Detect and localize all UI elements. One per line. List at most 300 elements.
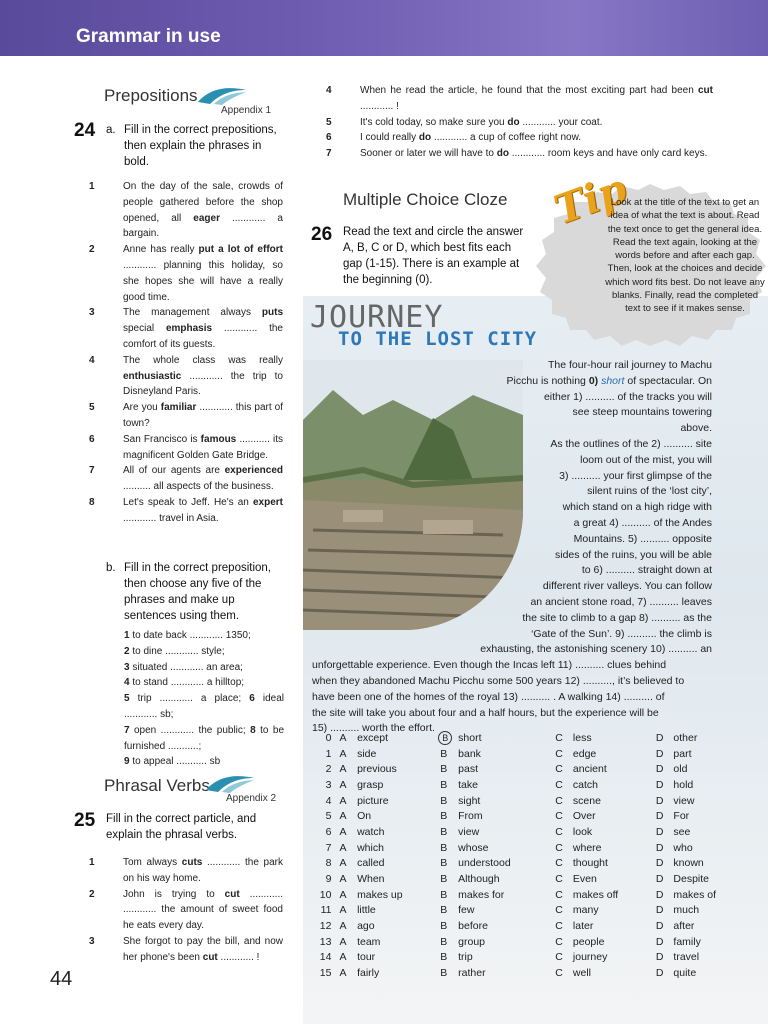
option-text: old	[673, 763, 688, 776]
option-letter: C	[555, 747, 563, 760]
option-row	[312, 761, 732, 777]
list-item	[326, 83, 713, 115]
item-text: John is trying to	[123, 888, 225, 900]
item-number: 8	[89, 496, 95, 508]
item-bold-phrase: expert	[252, 496, 283, 508]
item-text: On the day of the sale, crowds of people gathered before the shop opened, all	[123, 181, 283, 224]
option-letter: C	[555, 810, 563, 823]
option-letter: A	[339, 951, 347, 964]
phrase-text: to be furnished ...........;	[124, 724, 285, 752]
item-bold-phrase: do	[496, 148, 509, 160]
option-text: watch	[357, 825, 385, 838]
passage-line: the site to climb to a gap 8) .......... as the	[522, 611, 712, 624]
option-text: group	[458, 935, 485, 948]
option-letter: B	[440, 841, 448, 854]
passage-line: either 1) .......... of the tracks you will	[543, 390, 712, 403]
question-number: 7	[325, 841, 332, 854]
option-letter: B	[440, 935, 448, 948]
item-bold-phrase: eager	[193, 212, 220, 224]
option-row	[312, 918, 732, 934]
reading-passage	[312, 358, 712, 737]
item-bold-phrase: famous	[200, 433, 237, 445]
option-text: makes of	[673, 888, 717, 901]
option-text: whose	[458, 841, 489, 854]
option-letter: D	[655, 794, 664, 807]
option-letter: C	[555, 857, 563, 870]
option-text: Even	[572, 873, 597, 886]
option-letter: D	[655, 763, 664, 776]
item-bold-phrase: enthusiastic	[123, 370, 182, 382]
option-text: much	[673, 904, 700, 917]
option-text: Despite	[673, 873, 710, 886]
option-letter: B	[440, 967, 448, 980]
exercise-24b-instruction: Fill in the correct preposition, then choose any five of the phrases and make up sentences using them.	[124, 562, 272, 622]
phrase-number: 9	[124, 756, 130, 768]
option-text: many	[572, 904, 599, 917]
item-text: She forgot to pay the bill, and now her phone's been	[123, 935, 283, 963]
item-text: ............ travel in Asia.	[123, 512, 219, 524]
list-item	[89, 495, 283, 527]
item-text: ............ !	[217, 951, 260, 963]
question-number: 6	[325, 825, 332, 838]
option-text: tour	[357, 951, 376, 964]
item-bold-phrase: do	[507, 116, 520, 128]
item-text: Tom always	[123, 857, 182, 868]
item-text: San Francisco is	[123, 433, 201, 445]
passage-line: an ancient stone road, 7) .......... leaves	[530, 595, 712, 608]
passage-line: The four-hour rail journey to Machu	[548, 359, 712, 371]
list-item	[89, 432, 283, 464]
option-text: quite	[673, 967, 697, 980]
option-letter: D	[655, 810, 664, 823]
item-bold-phrase: cut	[202, 951, 218, 963]
phrase-item	[124, 677, 244, 688]
option-row	[312, 840, 732, 856]
option-text: team	[357, 935, 381, 948]
passage-line: Picchu is nothing 0) short of spectacular. On	[506, 374, 712, 387]
option-text: Over	[572, 810, 596, 823]
option-text: after	[673, 920, 695, 933]
option-text: makes for	[458, 888, 505, 901]
phrase-text: to date back ............ 1350;	[132, 630, 251, 641]
item-text: It's cold today, so make sure you	[360, 116, 508, 128]
item-bold-phrase: cut	[224, 888, 240, 900]
example-answer: short	[598, 374, 625, 387]
option-letter: D	[655, 967, 664, 980]
question-number: 11	[320, 904, 332, 917]
option-text: hold	[673, 778, 694, 791]
option-letter: A	[339, 794, 347, 807]
exercise-24-number: 24	[74, 120, 96, 141]
option-row	[312, 903, 732, 919]
phrase-number: 6	[249, 693, 255, 705]
option-letter: C	[555, 920, 563, 933]
option-text: On	[357, 810, 372, 823]
question-number: 3	[325, 778, 332, 791]
item-number: 5	[326, 116, 332, 128]
question-number: 9	[325, 873, 332, 886]
exercise-24a-list	[89, 179, 283, 527]
list-item	[89, 353, 283, 400]
option-letter: C	[555, 935, 563, 948]
list-item	[326, 130, 713, 146]
option-text: later	[572, 920, 594, 933]
exercise-24b-label: b.	[106, 562, 116, 574]
option-row	[312, 950, 732, 966]
option-text: scene	[572, 794, 601, 807]
option-text: previous	[357, 763, 397, 776]
question-number: 8	[325, 857, 332, 870]
option-letter	[440, 730, 458, 746]
option-letter: D	[655, 873, 664, 886]
item-bold-phrase: put a lot of effort	[198, 244, 283, 256]
item-text: ............ the park on his way home.	[123, 857, 284, 884]
passage-line: the site will take you about four and a half hours, but the experience will be	[312, 706, 659, 719]
option-letter: D	[655, 951, 664, 964]
item-text: .......... all aspects of the business.	[123, 481, 274, 493]
item-text: ............ this part of town?	[123, 402, 283, 429]
passage-line: which stand on a high ridge with	[562, 501, 712, 514]
question-number: 14	[319, 951, 332, 964]
item-bold-phrase: do	[418, 132, 432, 144]
exercise-24a-label: a.	[106, 124, 116, 136]
exercise-26-instruction: Read the text and circle the answer A, B, C or D, which best fits each gap (1-15). There is an example at the beginning (0).	[343, 226, 524, 286]
option-letter: B	[440, 888, 448, 901]
passage-line: to 6) .......... straight down at	[581, 564, 712, 577]
option-letter: D	[655, 920, 664, 933]
item-text: The management always	[123, 307, 262, 319]
tip-label: Tip	[548, 164, 633, 235]
reading-title: JOURNEY	[310, 300, 444, 335]
option-text: little	[357, 904, 376, 917]
exercise-24b-list	[124, 628, 284, 770]
answer-options-table	[312, 730, 732, 981]
option-text: except	[357, 731, 388, 744]
item-text: ............ room keys and have only card keys.	[508, 148, 708, 160]
question-number: 15	[319, 967, 332, 980]
item-number: 2	[89, 244, 95, 256]
option-text: sight	[458, 794, 481, 807]
exercise-26-number: 26	[311, 224, 333, 245]
passage-line: sides of the ruins, you will be able	[554, 548, 712, 561]
phrase-number: 4	[124, 677, 130, 689]
phrase-item	[124, 725, 246, 736]
option-text: well	[572, 967, 591, 980]
option-row	[312, 824, 732, 840]
option-text: makes up	[357, 888, 403, 901]
option-text: ago	[357, 920, 375, 933]
option-letter: D	[655, 841, 664, 854]
option-text: journey	[572, 951, 608, 964]
phrase-number: 7	[124, 724, 130, 736]
phrase-number: 3	[124, 661, 130, 673]
list-item	[89, 400, 283, 432]
option-row	[312, 808, 732, 824]
item-bold-phrase: familiar	[160, 402, 197, 414]
option-text: people	[572, 935, 605, 948]
option-row	[312, 965, 732, 981]
option-text: short	[458, 731, 482, 744]
option-text: view	[673, 794, 695, 807]
phrasal-verbs-heading: Phrasal Verbs	[104, 776, 210, 795]
question-number: 1	[325, 747, 332, 760]
question-number: 2	[325, 763, 332, 776]
item-number: 4	[326, 85, 332, 96]
swoosh-icon	[204, 772, 256, 794]
phrase-item	[124, 630, 251, 641]
question-number: 4	[325, 794, 332, 807]
option-text: take	[458, 778, 478, 791]
option-text: bank	[458, 747, 481, 760]
exercise-24a-instruction: Fill in the correct prepositions, then explain the phrases in bold.	[124, 124, 277, 168]
passage-line: see steep mountains towering above.	[572, 406, 712, 435]
option-letter: A	[339, 857, 347, 870]
option-letter: B	[440, 794, 448, 807]
phrase-text: to dine ............ style;	[132, 645, 225, 657]
option-letter: B	[440, 778, 448, 791]
phrase-text: ideal ............ sb;	[124, 693, 285, 720]
option-letter: D	[655, 747, 664, 760]
passage-line: different river valleys. You can follow	[542, 580, 712, 593]
exercise-25-instruction: Fill in the correct particle, and explain the phrasal verbs.	[106, 813, 257, 841]
list-item	[326, 115, 713, 131]
option-row	[312, 730, 732, 746]
phrase-text: open ............ the public;	[134, 724, 246, 736]
option-letter: A	[339, 888, 347, 901]
option-text: grasp	[357, 778, 384, 791]
passage-line: have been one of the homes of the royal 13) .......... . A walking 14) .......... of	[312, 690, 665, 703]
option-row	[312, 934, 732, 950]
item-bold-phrase: emphasis	[165, 323, 213, 335]
phrase-number: 5	[124, 693, 130, 705]
option-letter: B	[440, 951, 448, 964]
option-letter: C	[555, 873, 563, 886]
passage-line: 15) .......... worth the effort.	[312, 722, 435, 735]
option-text: ancient	[572, 763, 607, 776]
item-bold-phrase: experienced	[224, 465, 283, 477]
option-text: family	[673, 935, 701, 948]
option-letter: D	[655, 857, 664, 870]
phrase-text: to stand ............ a hilltop;	[132, 677, 245, 689]
option-letter: D	[655, 731, 664, 744]
item-text: special	[123, 323, 166, 335]
option-letter: D	[655, 904, 664, 917]
option-text: known	[673, 857, 704, 870]
option-letter: C	[555, 794, 563, 807]
option-text: see	[673, 825, 691, 838]
passage-line: Mountains. 5) .......... opposite	[573, 532, 712, 545]
option-letter: C	[555, 731, 563, 744]
swoosh-icon	[196, 84, 248, 106]
option-text: When	[357, 873, 385, 886]
option-text: who	[673, 841, 693, 854]
option-row	[312, 887, 732, 903]
item-text: All of our agents are	[123, 465, 225, 477]
list-item	[326, 146, 713, 162]
passage-line: As the outlines of the 2) .......... site	[550, 437, 712, 450]
option-text: few	[458, 904, 475, 917]
option-text: edge	[572, 747, 597, 760]
option-text: catch	[572, 778, 598, 791]
item-number: 1	[89, 857, 95, 868]
option-letter: A	[339, 731, 347, 744]
phrase-text: trip ............ a place;	[137, 693, 242, 705]
phrase-item	[124, 756, 220, 767]
option-text: before	[458, 920, 488, 933]
option-text: fairly	[357, 967, 380, 980]
option-text: where	[572, 841, 602, 854]
option-text: rather	[458, 967, 486, 980]
appendix-1-label: Appendix 1	[221, 105, 272, 116]
option-letter: A	[339, 904, 347, 917]
item-bold-phrase: cuts	[181, 857, 203, 868]
exercise-25-number: 25	[74, 810, 96, 831]
question-number: 13	[319, 935, 332, 948]
option-letter: C	[555, 841, 563, 854]
option-text: called	[357, 857, 385, 870]
option-letter: C	[555, 967, 563, 980]
option-text: trip	[458, 951, 473, 964]
list-item	[89, 179, 283, 242]
item-text: ............ ............ the amount of sweet food he eats every day.	[123, 888, 284, 932]
option-letter: A	[339, 763, 347, 776]
item-text: ............ planning this holiday, so she hopes she will have a really good time.	[123, 259, 283, 303]
option-letter: B	[440, 857, 448, 870]
phrase-item	[124, 646, 225, 657]
multiple-choice-cloze-heading: Multiple Choice Cloze	[343, 190, 508, 209]
option-text: picture	[357, 794, 389, 807]
item-number: 2	[89, 888, 95, 900]
phrase-number: 2	[124, 645, 130, 657]
option-row	[312, 746, 732, 762]
phrase-text: to appeal ........... sb	[132, 756, 221, 768]
option-text: look	[572, 825, 593, 838]
list-item	[89, 855, 284, 887]
item-number: 4	[89, 354, 95, 366]
option-letter: A	[339, 778, 347, 791]
item-number: 1	[89, 181, 95, 192]
answer-options	[312, 730, 732, 981]
option-text: From	[458, 810, 483, 823]
list-item	[89, 463, 283, 495]
item-text: I could really	[360, 132, 419, 144]
option-letter: D	[655, 778, 664, 791]
list-item	[89, 887, 284, 934]
item-text: Let's speak to Jeff. He's an	[123, 496, 253, 508]
item-text: Sooner or later we will have to	[360, 148, 497, 160]
option-letter: B	[440, 763, 448, 776]
phrase-text: situated ............ an area;	[132, 661, 243, 673]
option-letter: D	[655, 825, 664, 838]
option-letter: A	[339, 935, 347, 948]
phrase-number: 8	[250, 724, 256, 736]
item-text: ............ a bargain.	[123, 212, 283, 240]
item-number: 6	[326, 132, 332, 144]
option-row	[312, 871, 732, 887]
option-letter: C	[555, 951, 563, 964]
option-letter: A	[339, 747, 347, 760]
banner-title: Grammar in use	[76, 26, 221, 47]
prepositions-heading: Prepositions	[104, 86, 198, 105]
question-number: 10	[319, 888, 332, 901]
option-row	[312, 856, 732, 872]
option-letter: C	[555, 763, 563, 776]
item-text: Anne has really	[123, 244, 199, 256]
option-text: makes off	[572, 888, 619, 901]
passage-line: loom out of the mist, you will	[580, 453, 712, 466]
list-item	[89, 305, 283, 352]
passage-line: exhausting, the astonishing scenery 10) .......... an	[480, 643, 712, 656]
option-text: less	[572, 731, 592, 744]
item-number: 7	[89, 465, 95, 477]
option-text: travel	[673, 951, 700, 964]
option-letter: B	[440, 810, 448, 823]
option-text: which	[357, 841, 384, 854]
option-letter: D	[655, 935, 664, 948]
question-number: 5	[325, 810, 332, 823]
option-text: thought	[572, 857, 608, 870]
item-text: ............ a cup of coffee right now.	[431, 132, 582, 144]
option-text: side	[357, 747, 377, 760]
passage-line: a great 4) .......... of the Andes	[573, 516, 712, 529]
option-text: For	[673, 810, 690, 823]
list-item	[89, 934, 283, 966]
item-number: 3	[89, 307, 95, 319]
option-letter: C	[555, 778, 563, 791]
option-letter: C	[555, 888, 563, 901]
question-number: 12	[319, 920, 332, 933]
item-text: ........... its magnificent Golden Gate Bridge.	[123, 433, 283, 461]
passage-line: when they abandoned Machu Picchu some 500 years 12) .........., it’s believed to	[312, 674, 685, 687]
question-number: 0	[325, 731, 332, 744]
option-text: understood	[458, 857, 511, 870]
option-text: view	[458, 825, 480, 838]
circled-answer: B	[438, 731, 452, 745]
item-text: The whole class was really	[123, 354, 283, 366]
option-letter: A	[339, 920, 347, 933]
item-text: ............ the comfort of its guests.	[123, 323, 283, 350]
item-number: 5	[89, 402, 95, 414]
item-number: 3	[89, 935, 95, 947]
item-text: ............ the trip to Disneyland Paris.	[123, 370, 283, 398]
item-bold-phrase: cut	[698, 85, 713, 96]
exercise-25-continued-list	[326, 83, 713, 162]
appendix-2-label: Appendix 2	[226, 793, 277, 804]
option-letter: B	[440, 904, 448, 917]
option-letter: B	[440, 920, 448, 933]
passage-line: unforgettable experience. Even though the Incas left 11) .......... clues behind	[312, 659, 667, 672]
option-letter: D	[655, 888, 664, 901]
option-letter: A	[339, 873, 347, 886]
option-letter: C	[555, 904, 563, 917]
phrase-item	[124, 662, 243, 673]
item-text: ............ !	[360, 100, 399, 112]
item-text: ............ your coat.	[519, 116, 603, 128]
option-letter: A	[339, 810, 347, 823]
option-letter: A	[339, 841, 347, 854]
option-letter: B	[440, 873, 448, 886]
phrase-item	[124, 693, 241, 704]
passage-line: silent ruins of the ‘lost city’,	[587, 485, 712, 498]
option-row	[312, 777, 732, 793]
example-marker: 0)	[588, 374, 599, 387]
phrase-number: 1	[124, 630, 130, 641]
option-text: past	[458, 763, 478, 776]
option-text: other	[673, 731, 698, 744]
option-letter: A	[339, 825, 347, 838]
passage-line: 3) .......... your first glimpse of the	[559, 469, 712, 482]
page-number: 44	[50, 968, 73, 990]
